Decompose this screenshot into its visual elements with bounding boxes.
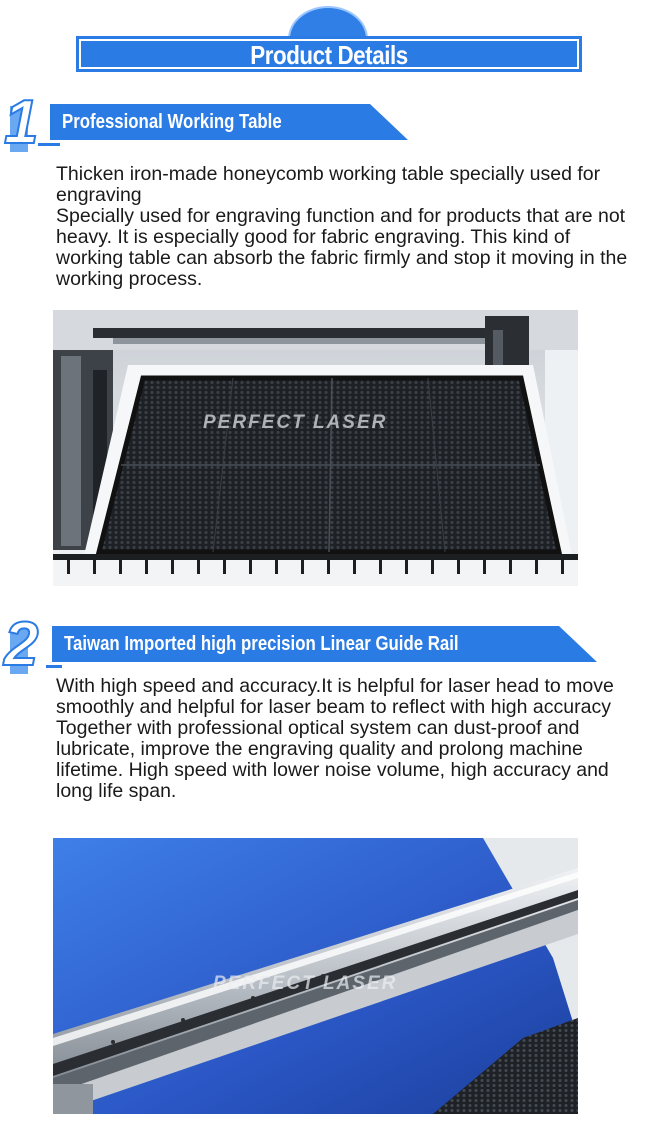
section-1-number: 1 (4, 88, 35, 157)
section-2-header (0, 610, 600, 679)
photo-watermark: PERFECT LASER (203, 412, 388, 433)
section-2-paragraph-2: Together with professional optical system can dust-proof and lubricate, improve the engraving quality and prolong machine lifetime. High speed with lower noise volume, high accuracy and long life span. (56, 717, 609, 802)
working-table-photo (53, 310, 578, 586)
section-1-paragraph-2: Specially used for engraving function and for products that are not heavy. It is especially good for fabric engraving. This kind of working table can absorb the fabric firmly and stop it moving in the working process. (56, 205, 628, 290)
photo-watermark: PERFECT LASER (213, 973, 398, 994)
section-1-paragraph-1: Thicken iron-made honeycomb working table specially used for engraving (56, 163, 601, 206)
section-2-number-underline (46, 665, 62, 668)
section-2-description (56, 676, 636, 802)
section-2-paragraph-1: With high speed and accuracy.It is helpful for laser head to move smoothly and helpful for laser beam to reflect with high accuracy (56, 675, 614, 718)
section-1-title: Professional Working Table (62, 111, 282, 133)
guide-rail-photo (53, 838, 578, 1114)
page-title: Product Details (250, 40, 408, 70)
section-1-number-underline (38, 143, 60, 146)
section-2-title: Taiwan Imported high precision Linear Guide Rail (64, 633, 459, 655)
section-1-description (56, 164, 636, 290)
section-2-number: 2 (4, 610, 35, 679)
product-details-banner (76, 6, 582, 72)
section-1-header (0, 88, 410, 157)
